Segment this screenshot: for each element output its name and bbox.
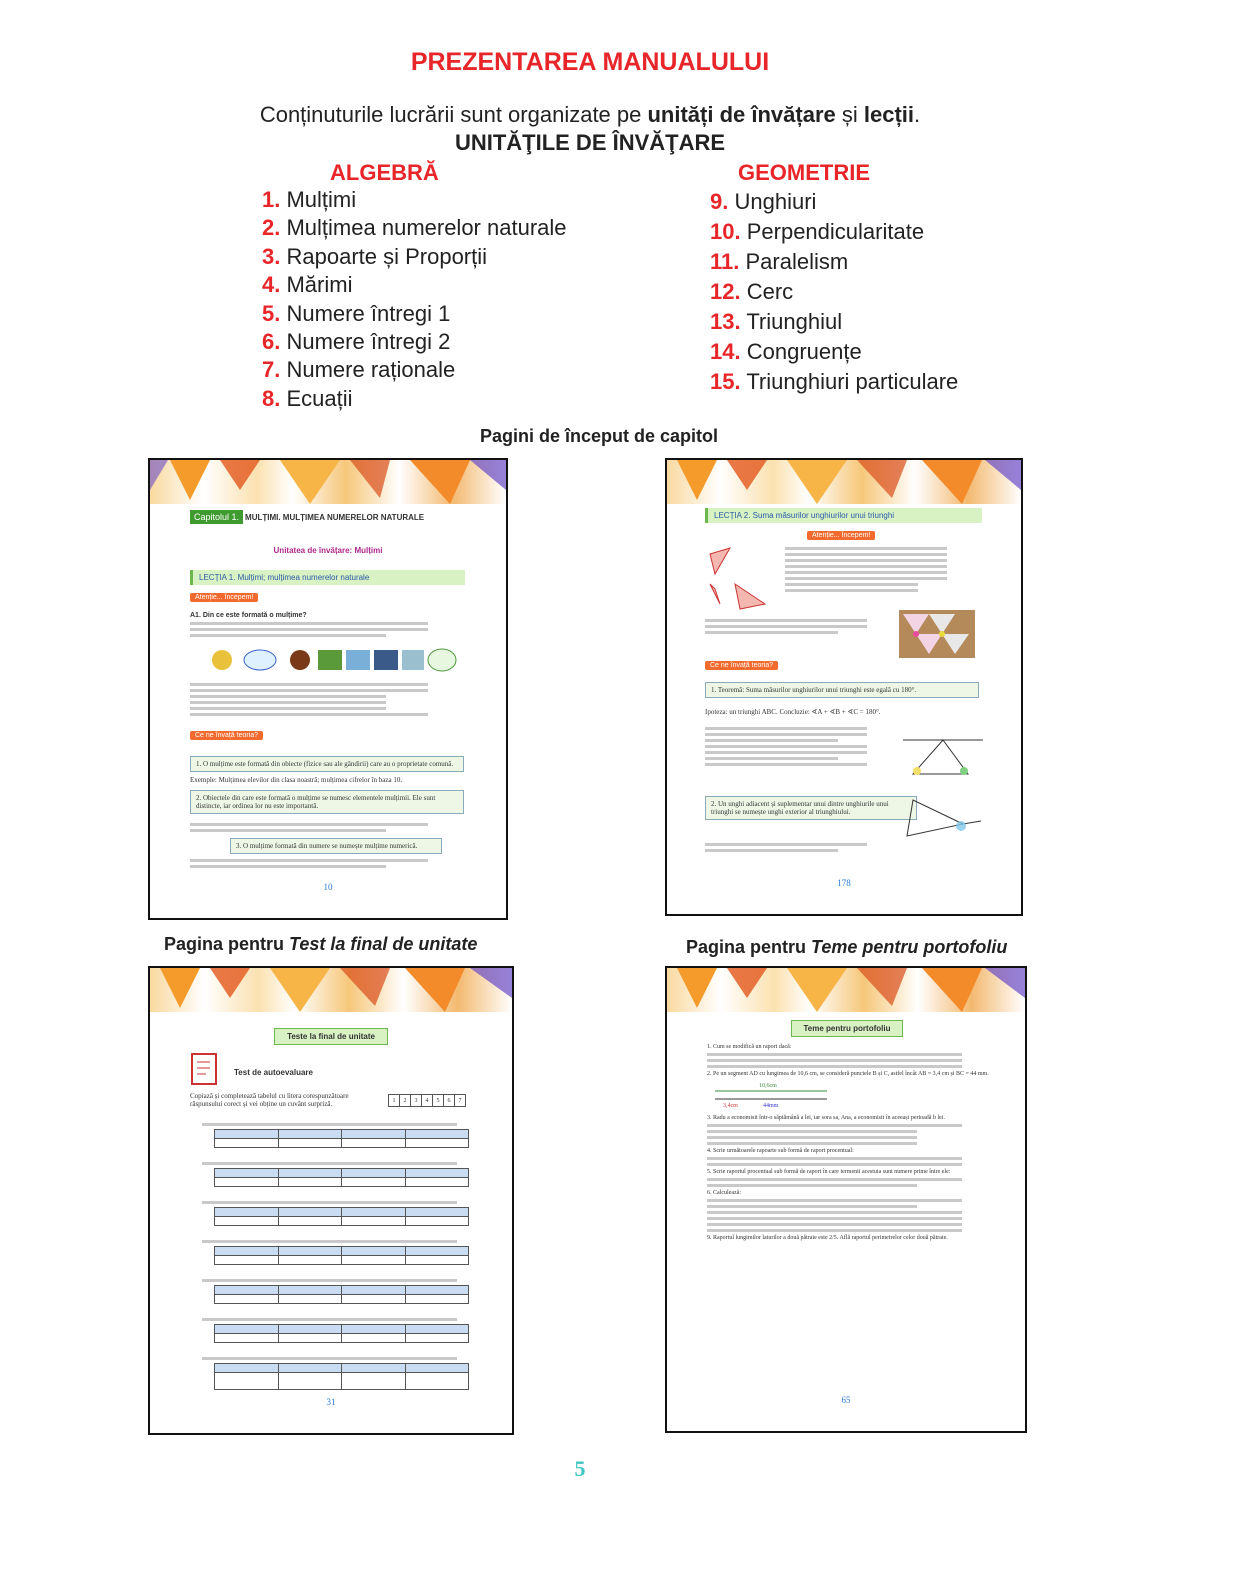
thumbnail-page-number: 65 [841,1395,851,1405]
hypothesis-text: Ipoteza: un triunghi ABC. Concluzie: ∢A + ∢B + ∢C = 180°. [705,708,881,716]
list-item: 8. Ecuații [262,385,353,411]
exterior-angle-figure [903,796,983,846]
thumbnail-chapter-1 [148,458,508,920]
unit-title: Unitatea de învățare: Mulțimi [273,546,383,555]
list-item: 1. Mulțimi [262,187,357,212]
thumbnail-lesson-2 [665,458,1023,916]
intro-bold-lessons: lecții [863,102,915,127]
illustration-strip [210,648,460,672]
algebra-heading: ALGEBRĂ [330,160,439,185]
clipboard-icon [190,1052,220,1086]
segment-figure [707,1077,1007,1115]
list-item: 11. Paralelism [710,249,849,274]
test-questions [190,1120,490,1394]
definition-box: 1. O mulțime este formată din obiecte (fizice sau ale gândirii) care au o proprietate comună. [190,756,464,772]
list-item: 10. Perpendicularitate [710,219,925,244]
list-item: 2. Mulțimea numerelor naturale [262,215,567,241]
page-title: PREZENTAREA MANUALULUI [410,48,770,76]
caption-test: Pagina pentru Test la final de unitate [164,934,478,954]
thumbnail-page-number: 31 [326,1397,336,1407]
intro-bold-units: unități de învățare [647,102,836,127]
example-text: Exemple: Mulțimea elevilor din clasa noastră; mulțimea cifrelor în baza 10. [190,776,403,784]
start-tag: Atenție... Începem! [807,531,875,540]
mosaic-photo [899,610,975,658]
text-block [190,856,470,871]
lesson-bar: LECȚIA 1. Mulțimi; mulțimea numerelor naturale [190,570,465,585]
test-heading: Teste la final de unitate [274,1028,388,1045]
decorative-banner [667,968,1025,1012]
decorative-banner [150,968,512,1012]
page-number: 5 [574,1456,586,1481]
intro-text [0,102,1180,128]
thumbnail-page-number: 178 [837,878,851,888]
thumbnail-test [148,966,514,1435]
list-item: 3. Rapoarte și Proporții [262,243,488,269]
caption-chapter-start: Pagini de început de capitol [480,426,719,446]
svg-text:10,6cm: 10,6cm [759,1083,777,1089]
definition-box: 2. Un unghi adiacent și suplementar unui dintre unghiurile unui triunghi se numește unghi exterior al triunghiului. [705,796,917,820]
units-heading: UNITĂŢILE DE ÎNVĂŢARE [454,130,726,155]
chapter-heading: Capitolul 1. MULȚIMI. MULȚIMEA NUMERELOR NATURALE [190,512,490,522]
test-instructions: Copiază și completează tabelul cu litera corespunzătoare răspunsului corect și vei obține un cuvânt surpriză. [190,1092,349,1108]
geometry-heading: GEOMETRIE [738,160,871,185]
list-item: 12. Cerc [710,279,794,304]
start-tag: Atenție... Începem! [190,593,258,602]
text-block [705,724,895,769]
thumbnail-portfolio [665,966,1027,1433]
caption-portfolio: Pagina pentru Teme pentru portofoliu [686,937,1008,957]
intro-after: . [914,102,921,127]
test-subheading: Test de autoevaluare [234,1068,313,1077]
thumbnail-page-number: 10 [323,882,333,892]
theorem-box: 1. Teoremă: Suma măsurilor unghiurilor unui triunghi este egală cu 180°. [705,682,979,698]
text-block: A1. Din ce este formată o mulțime? [190,612,470,640]
algebra-unit-list [262,186,567,413]
answer-grid: 1 2 3 4 5 6 7 [388,1094,466,1107]
portfolio-heading: Teme pentru portofoliu [791,1020,903,1037]
intro-before: Conținuturile lucrării sunt organizate pe [259,102,648,127]
geometry-unit-list [710,187,958,397]
definition-box: 3. O mulțime formată din numere se numește mulțime numerică. [230,838,442,854]
list-item: 7. Numere raționale [262,357,456,383]
list-item: 14. Congruențe [710,339,862,364]
intro-middle: și [835,102,864,127]
lesson-bar: LECȚIA 2. Suma măsurilor unghiurilor unui triunghi [705,508,982,523]
list-item: 15. Triunghiuri particulare [710,369,959,394]
list-item: 5. Numere întregi 1 [262,300,451,326]
text-block [705,616,895,637]
triangle-figure [903,732,983,782]
svg-text:3,4cm: 3,4cm [723,1103,738,1109]
triangle-sketches [705,544,785,614]
text-block [190,820,470,835]
list-item: 9. Unghiuri [710,189,817,214]
decorative-banner [150,460,506,504]
text-block [705,840,895,855]
decorative-banner [667,460,1021,504]
text-block [785,544,975,595]
portfolio-questions: 1. Cum se modifică un raport dacă: 2. Pe un segment AD cu lungimea de 10,6 cm, se consideră punctele B și C, astfel încât AB = 3,4 cm și BC = 44 mm. 10,6cm 3,4cm 44mm 3. Radu a economisit într-o săptămână a lei, iar sora sa, Ana, a economisit în aceeași perioadă b lei. 4. Scrie următoarele rapoarte sub formă de raport procentual: 5. Scrie raportul procentual sub formă de raport în care termenii acestuia sunt numere prime între ele: 6. Calculează: 9. Raportul lungimilor laturilor a două pătrate este 2/5. Află raportul perimetrelor celor două pătrate. [707,1044,1007,1241]
list-item: 4. Mărimi [262,272,353,298]
theory-tag: Ce ne învață teoria? [705,661,778,670]
svg-text:44mm: 44mm [763,1103,779,1109]
list-item: 6. Numere întregi 2 [262,328,451,354]
list-item: 13. Triunghiul [710,309,843,334]
definition-box: 2. Obiectele din care este formată o mulțime se numesc elementele mulțimii. Ele sunt distincte, iar ordinea lor nu este importantă. [190,790,464,814]
theory-tag: Ce ne învață teoria? [190,731,263,740]
text-block [190,680,470,719]
